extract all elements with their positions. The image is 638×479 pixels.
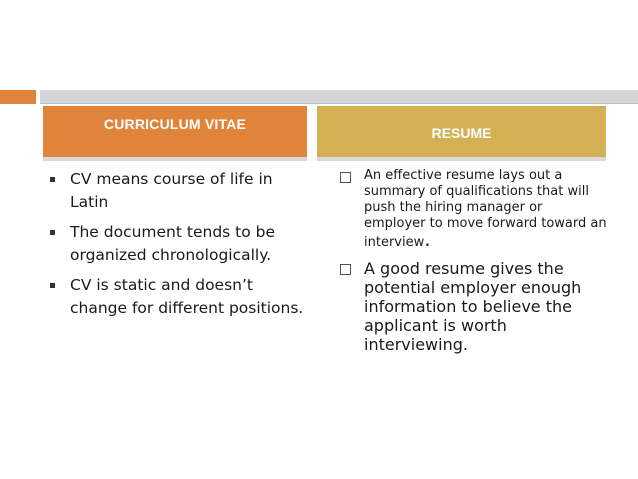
- accent-rule-edge: [40, 103, 638, 104]
- list-item-text: The document tends to be organized chronologically.: [70, 223, 276, 264]
- list-item: [46, 168, 308, 214]
- list-item: [340, 168, 608, 251]
- list-item-text: CV means course of life in Latin: [70, 170, 273, 211]
- list-item: [46, 274, 308, 320]
- cv-header: CURRICULUM VITAE: [43, 106, 307, 161]
- hollow-square-bullet-icon: [340, 264, 351, 275]
- accent-bar-orange: [0, 90, 36, 104]
- square-bullet-icon: [50, 283, 55, 288]
- square-bullet-icon: [50, 177, 55, 182]
- square-bullet-icon: [50, 230, 55, 235]
- hollow-square-bullet-icon: [340, 172, 351, 183]
- list-item-text: CV is static and doesn’t change for different positions.: [70, 276, 304, 317]
- accent-rule: [40, 90, 638, 104]
- list-item-text: An effective resume lays out a summary of qualifications that will push the hiring manager or employer to move forward toward an interview: [364, 168, 607, 250]
- list-item-period: .: [424, 227, 431, 251]
- cv-points-list: [46, 168, 308, 327]
- list-item-text: A good resume gives the potential employer enough information to believe the applicant is worth interviewing.: [364, 259, 582, 354]
- resume-header: RESUME: [317, 106, 606, 161]
- list-item: [46, 221, 308, 267]
- resume-points-list: [340, 168, 608, 354]
- list-item: [340, 259, 608, 354]
